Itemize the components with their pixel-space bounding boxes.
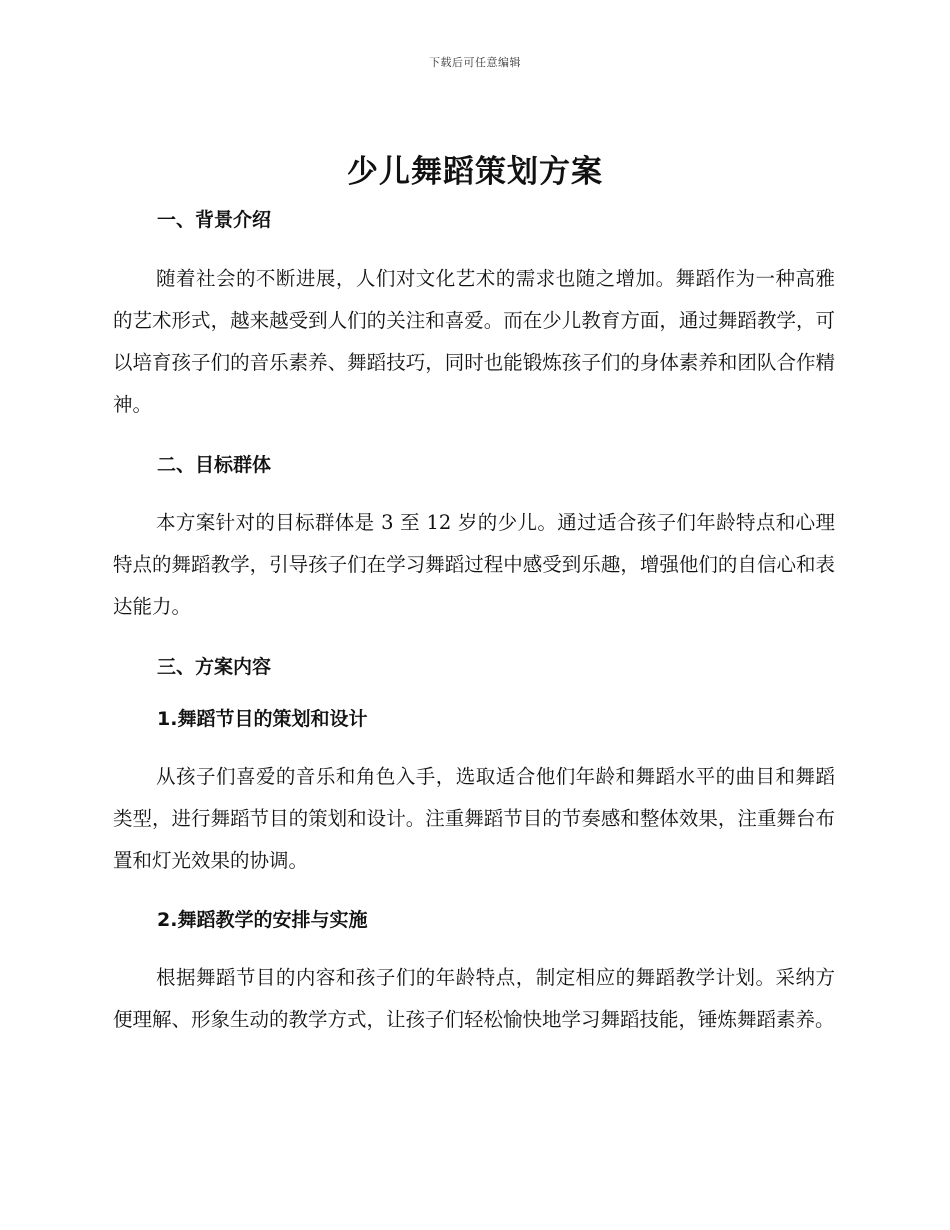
- subsection-heading-program-design: 1.舞蹈节目的策划和设计: [157, 708, 368, 730]
- section-heading-background: 一、背景介绍: [157, 209, 272, 231]
- subsection-paragraph-teaching-plan: 根据舞蹈节目的内容和孩子们的年龄特点，制定相应的舞蹈教学计划。采纳方便理解、形象生动的教学方式，让孩子们轻松愉快地学习舞蹈技能，锤炼舞蹈素养。: [113, 966, 835, 1031]
- subsection-heading-teaching-plan: 2.舞蹈教学的安排与实施: [157, 909, 368, 931]
- section-paragraph-target-group: 本方案针对的目标群体是 3 至 12 岁的少儿。通过适合孩子们年龄特点和心理特点的舞蹈教学，引导孩子们在学习舞蹈过程中感受到乐趣，增强他们的自信心和表达能力。: [113, 511, 835, 618]
- section-heading-target-group: 二、目标群体: [157, 454, 272, 476]
- section-heading-plan-content: 三、方案内容: [157, 656, 272, 678]
- subsection-paragraph-program-design: 从孩子们喜爱的音乐和角色入手，选取适合他们年龄和舞蹈水平的曲目和舞蹈类型，进行舞蹈节目的策划和设计。注重舞蹈节目的节奏感和整体效果，注重舞台布置和灯光效果的协调。: [113, 765, 835, 872]
- document-body: [113, 200, 835, 1041]
- document-title: 少儿舞蹈策划方案: [347, 154, 603, 190]
- header-note: 下载后可任意编辑: [429, 56, 521, 69]
- section-paragraph-background: 随着社会的不断进展，人们对文化艺术的需求也随之增加。舞蹈作为一种高雅的艺术形式，越来越受到人们的关注和喜爱。而在少儿教育方面，通过舞蹈教学，可以培育孩子们的音乐素养、舞蹈技巧，同时也能锻炼孩子们的身体素养和团队合作精神。: [113, 267, 835, 416]
